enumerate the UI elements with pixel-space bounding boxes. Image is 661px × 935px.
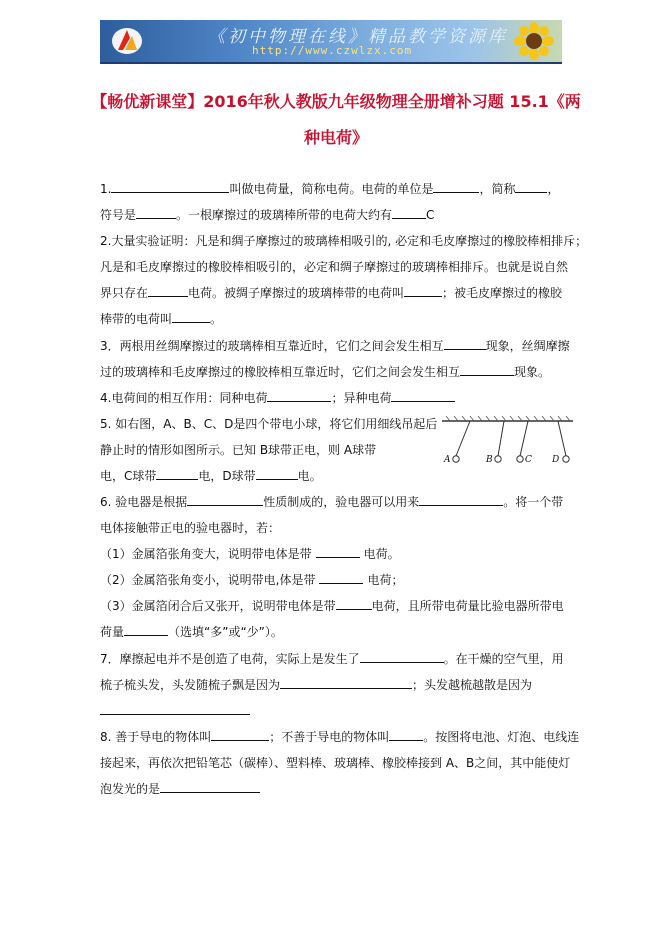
question-8-line-3: 泡发光的是	[100, 776, 260, 802]
site-logo-icon	[110, 26, 144, 56]
blank[interactable]	[392, 205, 426, 219]
blank[interactable]	[389, 727, 423, 741]
blank[interactable]	[360, 649, 444, 663]
blank[interactable]	[444, 336, 486, 350]
title-line-2: 种电荷》	[303, 128, 368, 147]
question-6-sub-3: （3）金属箔闭合后又张开，说明带电体是带 电荷，且所带电荷量比验电器所带电	[100, 593, 564, 619]
blank[interactable]	[211, 727, 269, 741]
question-2-line-1: 2.大量实验证明：凡是和绸子摩擦过的玻璃棒相吸引的, 必定和毛皮摩擦过的橡胶棒相排斥；	[100, 234, 588, 248]
title-line-1: 【畅优新课堂】2016年秋人教版九年级物理全册增补习题 15.1《两	[91, 92, 581, 111]
blank[interactable]	[160, 779, 260, 793]
header-banner	[100, 20, 562, 64]
question-4: 4.电荷间的相互作用：同种电荷 ；异种电荷	[100, 385, 455, 411]
blank[interactable]	[148, 283, 188, 297]
ball-label-b: B	[486, 455, 493, 465]
ball-label-d: D	[552, 455, 560, 465]
ball-label-c: C	[525, 455, 532, 465]
question-2-line-4: 棒带的电荷叫 。	[100, 306, 222, 332]
question-6-line-1: 6. 验电器是根据 性质制成的，验电器可以用来 。将一个带	[100, 489, 563, 515]
blank[interactable]	[460, 362, 514, 376]
question-3-line-2: 过的玻璃棒和毛皮摩擦过的橡胶棒相互靠近时，它们之间会发生相互 现象。	[100, 359, 550, 385]
document-title	[86, 84, 586, 156]
question-1-line-1: 1. 叫做电荷量，简称电荷。电荷的单位是 ，简称 ，	[100, 176, 560, 202]
blank[interactable]	[111, 179, 229, 193]
blank[interactable]	[124, 622, 168, 636]
blank[interactable]	[156, 466, 198, 480]
blank[interactable]	[319, 570, 363, 584]
banner-title: 《初中物理在线》精品教学资源库	[208, 27, 508, 47]
blank[interactable]	[391, 388, 455, 402]
question-5-line-2: 静止时的情形如图所示。已知 B球带正电，则 A球带	[100, 443, 377, 457]
question-3-line-1: 3．两根用丝绸摩擦过的玻璃棒相互靠近时，它们之间会发生相互 现象，丝绸摩擦	[100, 333, 570, 359]
blank[interactable]	[172, 309, 210, 323]
question-6-sub-4: 荷量 （选填“多”或“少”）。	[100, 619, 283, 645]
blank[interactable]	[280, 675, 412, 689]
question-8-line-2: 接起来，再依次把铅笔芯（碳棒）、塑料棒、玻璃棒、橡胶棒接到 A、B之间，其中能使灯	[100, 756, 571, 770]
question-6-line-2: 电体接触带正电的验电器时，若：	[100, 521, 281, 535]
question-6-sub-2: （2）金属箔张角变小，说明带电,体是带 电荷；	[100, 567, 403, 593]
blank[interactable]	[336, 596, 372, 610]
blank[interactable]	[100, 701, 250, 715]
question-2-line-2: 凡是和毛皮摩擦过的橡胶棒相吸引的，必定和绸子摩擦过的玻璃棒相排斥。也就是说自然	[100, 260, 569, 274]
blank[interactable]	[404, 283, 442, 297]
question-7-line-3	[100, 698, 250, 724]
blank[interactable]	[136, 205, 176, 219]
blank[interactable]	[419, 492, 503, 506]
blank[interactable]	[316, 544, 360, 558]
question-7-line-2: 梳子梳头发，头发随梳子飘是因为 ；头发越梳越散是因为	[100, 672, 532, 698]
blank[interactable]	[433, 179, 479, 193]
question-1-line-2: 符号是 。一根摩擦过的玻璃棒所带的电荷大约有 C	[100, 202, 434, 228]
question-7-line-1: 7．摩擦起电并不是创造了电荷，实际上是发生了 。在干燥的空气里，用	[100, 646, 564, 672]
ball-label-a: A	[444, 455, 451, 465]
question-2-line-3: 界只存在 电荷。被绸子摩擦过的玻璃棒带的电荷叫 ；被毛皮摩擦过的橡胶	[100, 280, 562, 306]
blank[interactable]	[515, 179, 547, 193]
sunflower-icon	[514, 22, 554, 60]
charged-balls-figure	[440, 415, 575, 470]
blank[interactable]	[267, 388, 331, 402]
question-6-sub-1: （1）金属箔张角变大，说明带电体是带 电荷。	[100, 541, 400, 567]
question-5-line-1: 5. 如右图，A、B、C、D是四个带电小球，将它们用细线吊起后	[100, 417, 438, 431]
blank[interactable]	[256, 466, 298, 480]
question-5-line-3: 电，C球带 电，D球带 电。	[100, 463, 322, 489]
blank[interactable]	[187, 492, 263, 506]
question-8-line-1: 8. 善于导电的物体叫 ；不善于导电的物体叫 。按图将电池、灯泡、电线连	[100, 724, 579, 750]
banner-url[interactable]: http://www.czwlzx.com	[252, 44, 413, 57]
